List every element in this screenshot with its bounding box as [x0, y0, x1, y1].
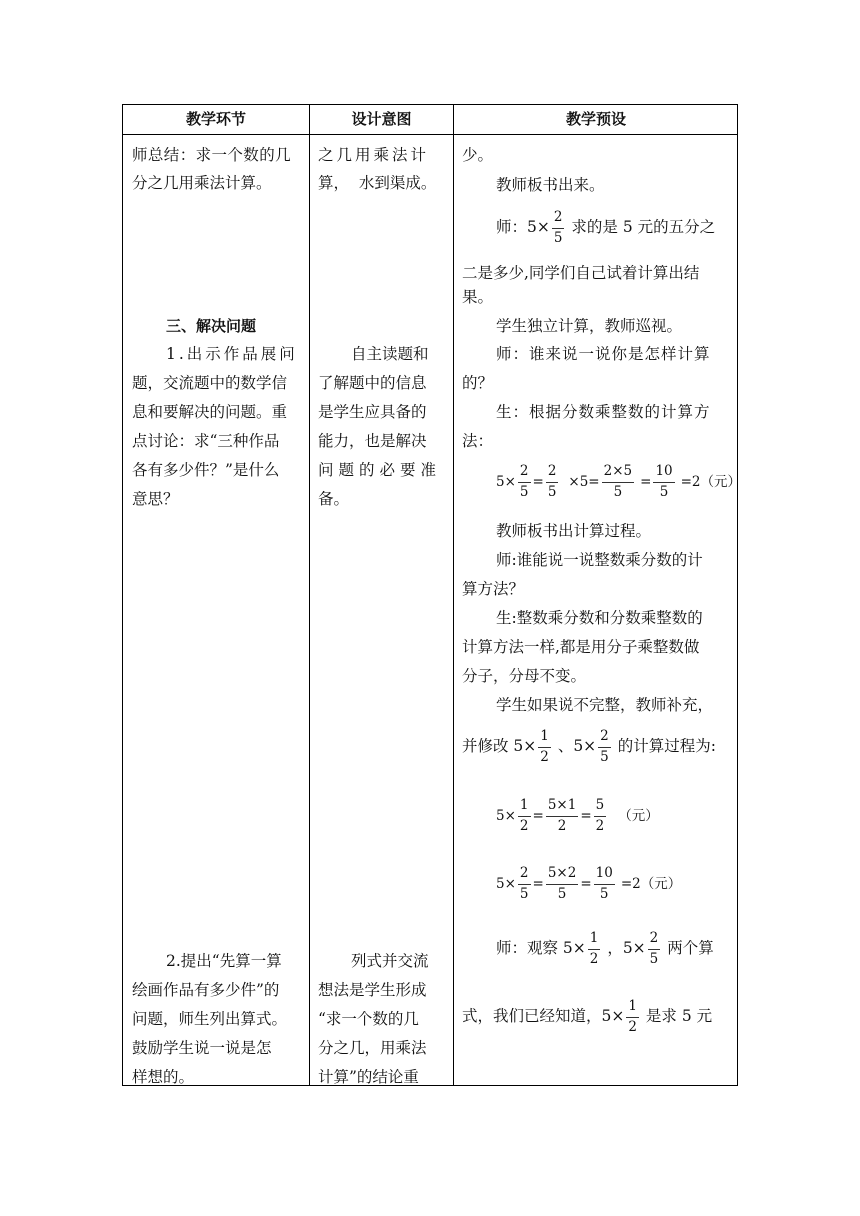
text-line: 教师板书出来。 — [496, 176, 605, 194]
text-line: 师:谁能说一说整数乘分数的计 — [496, 551, 703, 569]
text-line: 的？ — [462, 374, 494, 392]
text-line: 2.提出“先算一算 — [166, 952, 282, 970]
text-line: 之几用乘法计 — [318, 146, 430, 164]
text-line: 样想的。 — [132, 1068, 195, 1086]
section-heading: 三、解决问题 — [166, 317, 257, 335]
observe-line: 师：观察 5× $\frac{1}{2}$ ，5× $\frac{2}{5}$ 两个算 — [496, 930, 714, 967]
equation-3: 5× $\frac{2}{5}$ = $\frac{5\times 2}{5}$ = $\frac{10}{5}$ =2（元） — [496, 865, 682, 902]
text-line: 教师板书出计算过程。 — [496, 522, 652, 540]
text-line: 算方法？ — [462, 580, 525, 598]
text-line: 果。 — [462, 288, 494, 306]
text-line: 各有多少件？”是什么 — [132, 461, 280, 479]
text-line: 分之几用乘法计算。 — [132, 174, 272, 192]
text-line: 生：根据分数乘整数的计算方 — [496, 403, 711, 421]
header-divider — [123, 134, 737, 135]
header-teaching-stage: 教学环节 — [185, 110, 246, 128]
column-divider — [309, 105, 310, 1085]
modify-line: 并修改 5× $\frac{1}{2}$ 、5× $\frac{2}{5}$ 的计算过程为: — [462, 728, 716, 765]
text-line: “求一个数的几 — [318, 1010, 419, 1028]
text-line: 计算方法一样,都是用分子乘整数做 — [462, 638, 700, 656]
text-line: 计算”的结论重 — [318, 1068, 419, 1086]
text-line: 问题，师生列出算式。 — [132, 1010, 288, 1028]
text-line: 问题的必要准 — [318, 461, 442, 479]
text-line: 师总结：求一个数的几 — [132, 146, 292, 164]
text-line: 备。 — [318, 490, 350, 508]
text-line: 题，交流题中的数学信 — [132, 374, 288, 392]
text-line: 少。 — [462, 146, 494, 164]
equation-1: 5× $\frac{2}{5}$ = $\frac{2}{5}$ ×5= $\frac{2\times 5}{5}$ = $\frac{10}{5}$ =2（元） — [496, 463, 742, 500]
text-line: 想法是学生形成 — [318, 981, 427, 999]
text-line: 列式并交流 — [351, 952, 429, 970]
lesson-table — [122, 104, 742, 1086]
text-line: 鼓励学生说一说是怎 — [132, 1039, 272, 1057]
text-line: 息和要解决的问题。重 — [132, 403, 288, 421]
header-teaching-plan: 教学预设 — [565, 110, 626, 128]
text-line: 学生独立计算，教师巡视。 — [496, 317, 683, 335]
text-line: 自主读题和 — [351, 345, 429, 363]
text-line: 绘画作品有多少件”的 — [132, 981, 280, 999]
text-line: 意思？ — [132, 490, 179, 508]
text-line: 是学生应具备的 — [318, 403, 427, 421]
text-line: 分之几，用乘法 — [318, 1039, 427, 1057]
fraction: $\frac{2}{5}$ — [553, 209, 563, 246]
teacher-line-fraction: 师：5× $\frac{2}{5}$ 求的是 5 元的五分之 — [496, 209, 716, 246]
text-line: 二是多少,同学们自己试着计算出结 — [462, 264, 700, 282]
equation-2: 5× $\frac{1}{2}$ = $\frac{5\times 1}{2}$ = $\frac{5}{2}$ （元） — [496, 797, 659, 834]
text-line: 师：谁来说一说你是怎样计算 — [496, 345, 711, 363]
text-line: 分子，分母不变。 — [462, 667, 587, 685]
text-line: 能力，也是解决 — [318, 432, 427, 450]
column-divider — [453, 105, 454, 1085]
text-line: 了解题中的信息 — [318, 374, 427, 392]
text-line: 学生如果说不完整，教师补充， — [496, 696, 714, 714]
text-line: 算， 水到渠成。 — [318, 174, 437, 192]
text-line: 1.出示作品展问 — [166, 345, 298, 363]
text-line: 生:整数乘分数和分数乘整数的 — [496, 609, 703, 627]
text-line: 点讨论：求“三种作品 — [132, 432, 280, 450]
text-line: 法： — [462, 432, 494, 450]
last-line: 式，我们已经知道，5× $\frac{1}{2}$ 是求 5 元 — [462, 998, 713, 1035]
header-design-intent: 设计意图 — [351, 110, 412, 128]
